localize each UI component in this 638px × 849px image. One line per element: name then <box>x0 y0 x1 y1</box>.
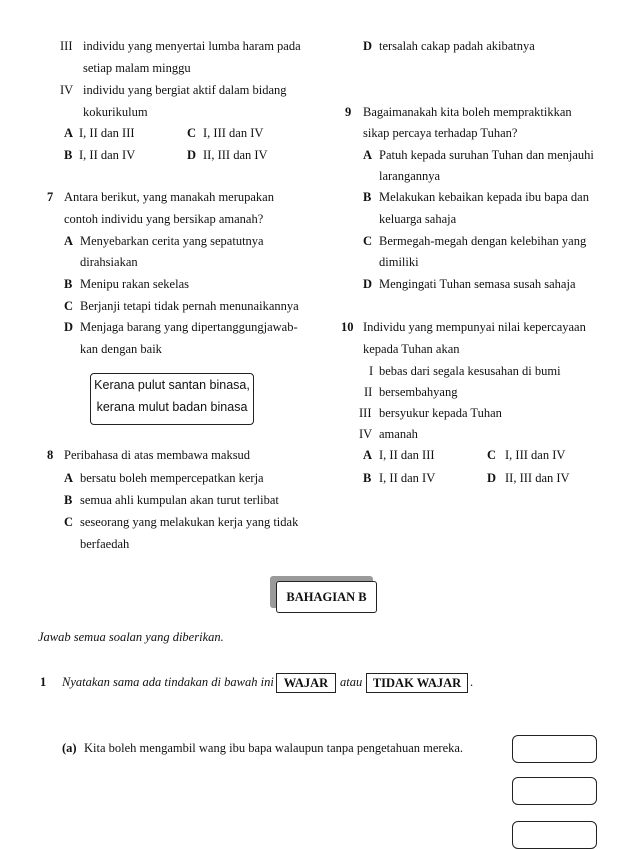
q8-option-b-letter: B <box>64 493 73 507</box>
q10-roman-i: I <box>369 364 374 378</box>
q7-option-a-letter: A <box>64 234 74 248</box>
q9-option-b-line2: keluarga sahaja <box>379 212 457 226</box>
q8-option-b: semua ahli kumpulan akan turut terlibat <box>80 493 279 507</box>
q10-stem-line2: kepada Tuhan akan <box>363 342 460 356</box>
q6-option-a: I, II dan III <box>79 126 135 140</box>
q6-option-b: I, II dan IV <box>79 148 136 162</box>
q10-roman-iv: IV <box>359 427 373 441</box>
q7-option-c-letter: C <box>64 299 74 313</box>
section-instruction: Jawab semua soalan yang diberikan. <box>38 630 224 644</box>
q7-option-a-line2: dirahsiakan <box>80 255 138 269</box>
b-q1-period: . <box>470 675 474 689</box>
q6-option-c-letter: C <box>187 126 197 140</box>
q7-stem-line1: Antara berikut, yang manakah merupakan <box>64 190 274 204</box>
q10-option-c-letter: C <box>487 448 497 462</box>
q10-stem-line1: Individu yang mempunyai nilai kepercayaan <box>363 320 586 334</box>
q7-number: 7 <box>47 190 54 204</box>
q8-number: 8 <box>47 448 54 462</box>
q10-roman-iii: III <box>359 406 372 420</box>
q9-option-a-letter: A <box>363 148 373 162</box>
tag-wajar: WAJAR <box>276 673 336 693</box>
q7-option-a-line1: Menyebarkan cerita yang sepatutnya <box>80 234 264 248</box>
q10-option-c: I, III dan IV <box>505 448 566 462</box>
q8-option-d: tersalah cakap padah akibatnya <box>379 39 535 53</box>
q6-item-iv-line1: individu yang bergiat aktif dalam bidang <box>83 83 287 97</box>
q10-item-ii: bersembahyang <box>379 385 458 399</box>
q7-stem-line2: contoh individu yang bersikap amanah? <box>64 212 264 226</box>
q10-option-b-letter: B <box>363 471 372 485</box>
q6-item-iv-line2: kokurikulum <box>83 105 148 119</box>
q10-item-iv: amanah <box>379 427 418 441</box>
q9-option-c-letter: C <box>363 234 373 248</box>
q9-option-a-line2: larangannya <box>379 169 441 183</box>
b-q1a-text: Kita boleh mengambil wang ibu bapa walaupun tanpa pengetahuan mereka. <box>84 741 464 755</box>
b-q1-or: atau <box>340 675 363 689</box>
answer-box-a[interactable] <box>512 735 597 763</box>
q10-option-b: I, II dan IV <box>379 471 436 485</box>
b-q1a-label: (a) <box>62 741 77 755</box>
q6-option-a-letter: A <box>64 126 74 140</box>
q6-option-c: I, III dan IV <box>203 126 264 140</box>
q9-option-c-line1: Bermegah-megah dengan kelebihan yang <box>379 234 587 248</box>
q6-option-d-letter: D <box>187 148 197 162</box>
q10-item-i: bebas dari segala kesusahan di bumi <box>379 364 561 378</box>
q7-option-d-letter: D <box>64 320 74 334</box>
q6-roman-iv: IV <box>60 83 74 97</box>
q9-option-c-line2: dimiliki <box>379 255 419 269</box>
answer-box-b[interactable] <box>512 777 597 805</box>
q6-item-iii-line1: individu yang menyertai lumba haram pada <box>83 39 301 53</box>
section-title: BAHAGIAN B <box>276 581 377 613</box>
q6-roman-iii: III <box>60 39 73 53</box>
q9-number: 9 <box>345 105 352 119</box>
q8-option-a-letter: A <box>64 471 74 485</box>
q8-option-c-line2: berfaedah <box>80 537 130 551</box>
q10-roman-ii: II <box>364 385 373 399</box>
q7-option-d-line2: kan dengan baik <box>80 342 162 356</box>
q9-option-b-letter: B <box>363 190 372 204</box>
q10-option-d-letter: D <box>487 471 497 485</box>
proverb-line2: kerana mulut badan binasa <box>96 400 248 414</box>
tag-tidak-wajar: TIDAK WAJAR <box>366 673 468 693</box>
q10-item-iii: bersyukur kepada Tuhan <box>379 406 502 420</box>
q7-option-d-line1: Menjaga barang yang dipertanggungjawab- <box>80 320 298 334</box>
q10-number: 10 <box>341 320 354 334</box>
q9-option-a-line1: Patuh kepada suruhan Tuhan dan menjauhi <box>379 148 594 162</box>
q10-option-d: II, III dan IV <box>505 471 570 485</box>
q7-option-c: Berjanji tetapi tidak pernah menunaikannya <box>80 299 299 313</box>
q8-option-a: bersatu boleh mempercepatkan kerja <box>80 471 264 485</box>
q6-option-b-letter: B <box>64 148 73 162</box>
q7-option-b-letter: B <box>64 277 73 291</box>
q8-option-c-letter: C <box>64 515 74 529</box>
q9-stem-line2: sikap percaya terhadap Tuhan? <box>363 126 518 140</box>
proverb-line1: Kerana pulut santan binasa, <box>94 378 250 392</box>
q9-option-b-line1: Melakukan kebaikan kepada ibu bapa dan <box>379 190 589 204</box>
q9-stem-line1: Bagaimanakah kita boleh mempraktikkan <box>363 105 572 119</box>
proverb-box <box>90 373 254 425</box>
q10-option-a-letter: A <box>363 448 373 462</box>
q9-option-d-letter: D <box>363 277 373 291</box>
answer-box-c[interactable] <box>512 821 597 849</box>
b-q1-number: 1 <box>40 675 47 689</box>
b-q1-text: Nyatakan sama ada tindakan di bawah ini <box>62 675 274 689</box>
q8-option-c-line1: seseorang yang melakukan kerja yang tidak <box>80 515 299 529</box>
q6-option-d: II, III dan IV <box>203 148 268 162</box>
q6-item-iii-line2: setiap malam minggu <box>83 61 191 75</box>
q9-option-d: Mengingati Tuhan semasa susah sahaja <box>379 277 576 291</box>
q10-option-a: I, II dan III <box>379 448 435 462</box>
q8-option-d-letter: D <box>363 39 373 53</box>
q8-stem: Peribahasa di atas membawa maksud <box>64 448 251 462</box>
q7-option-b: Menipu rakan sekelas <box>80 277 189 291</box>
